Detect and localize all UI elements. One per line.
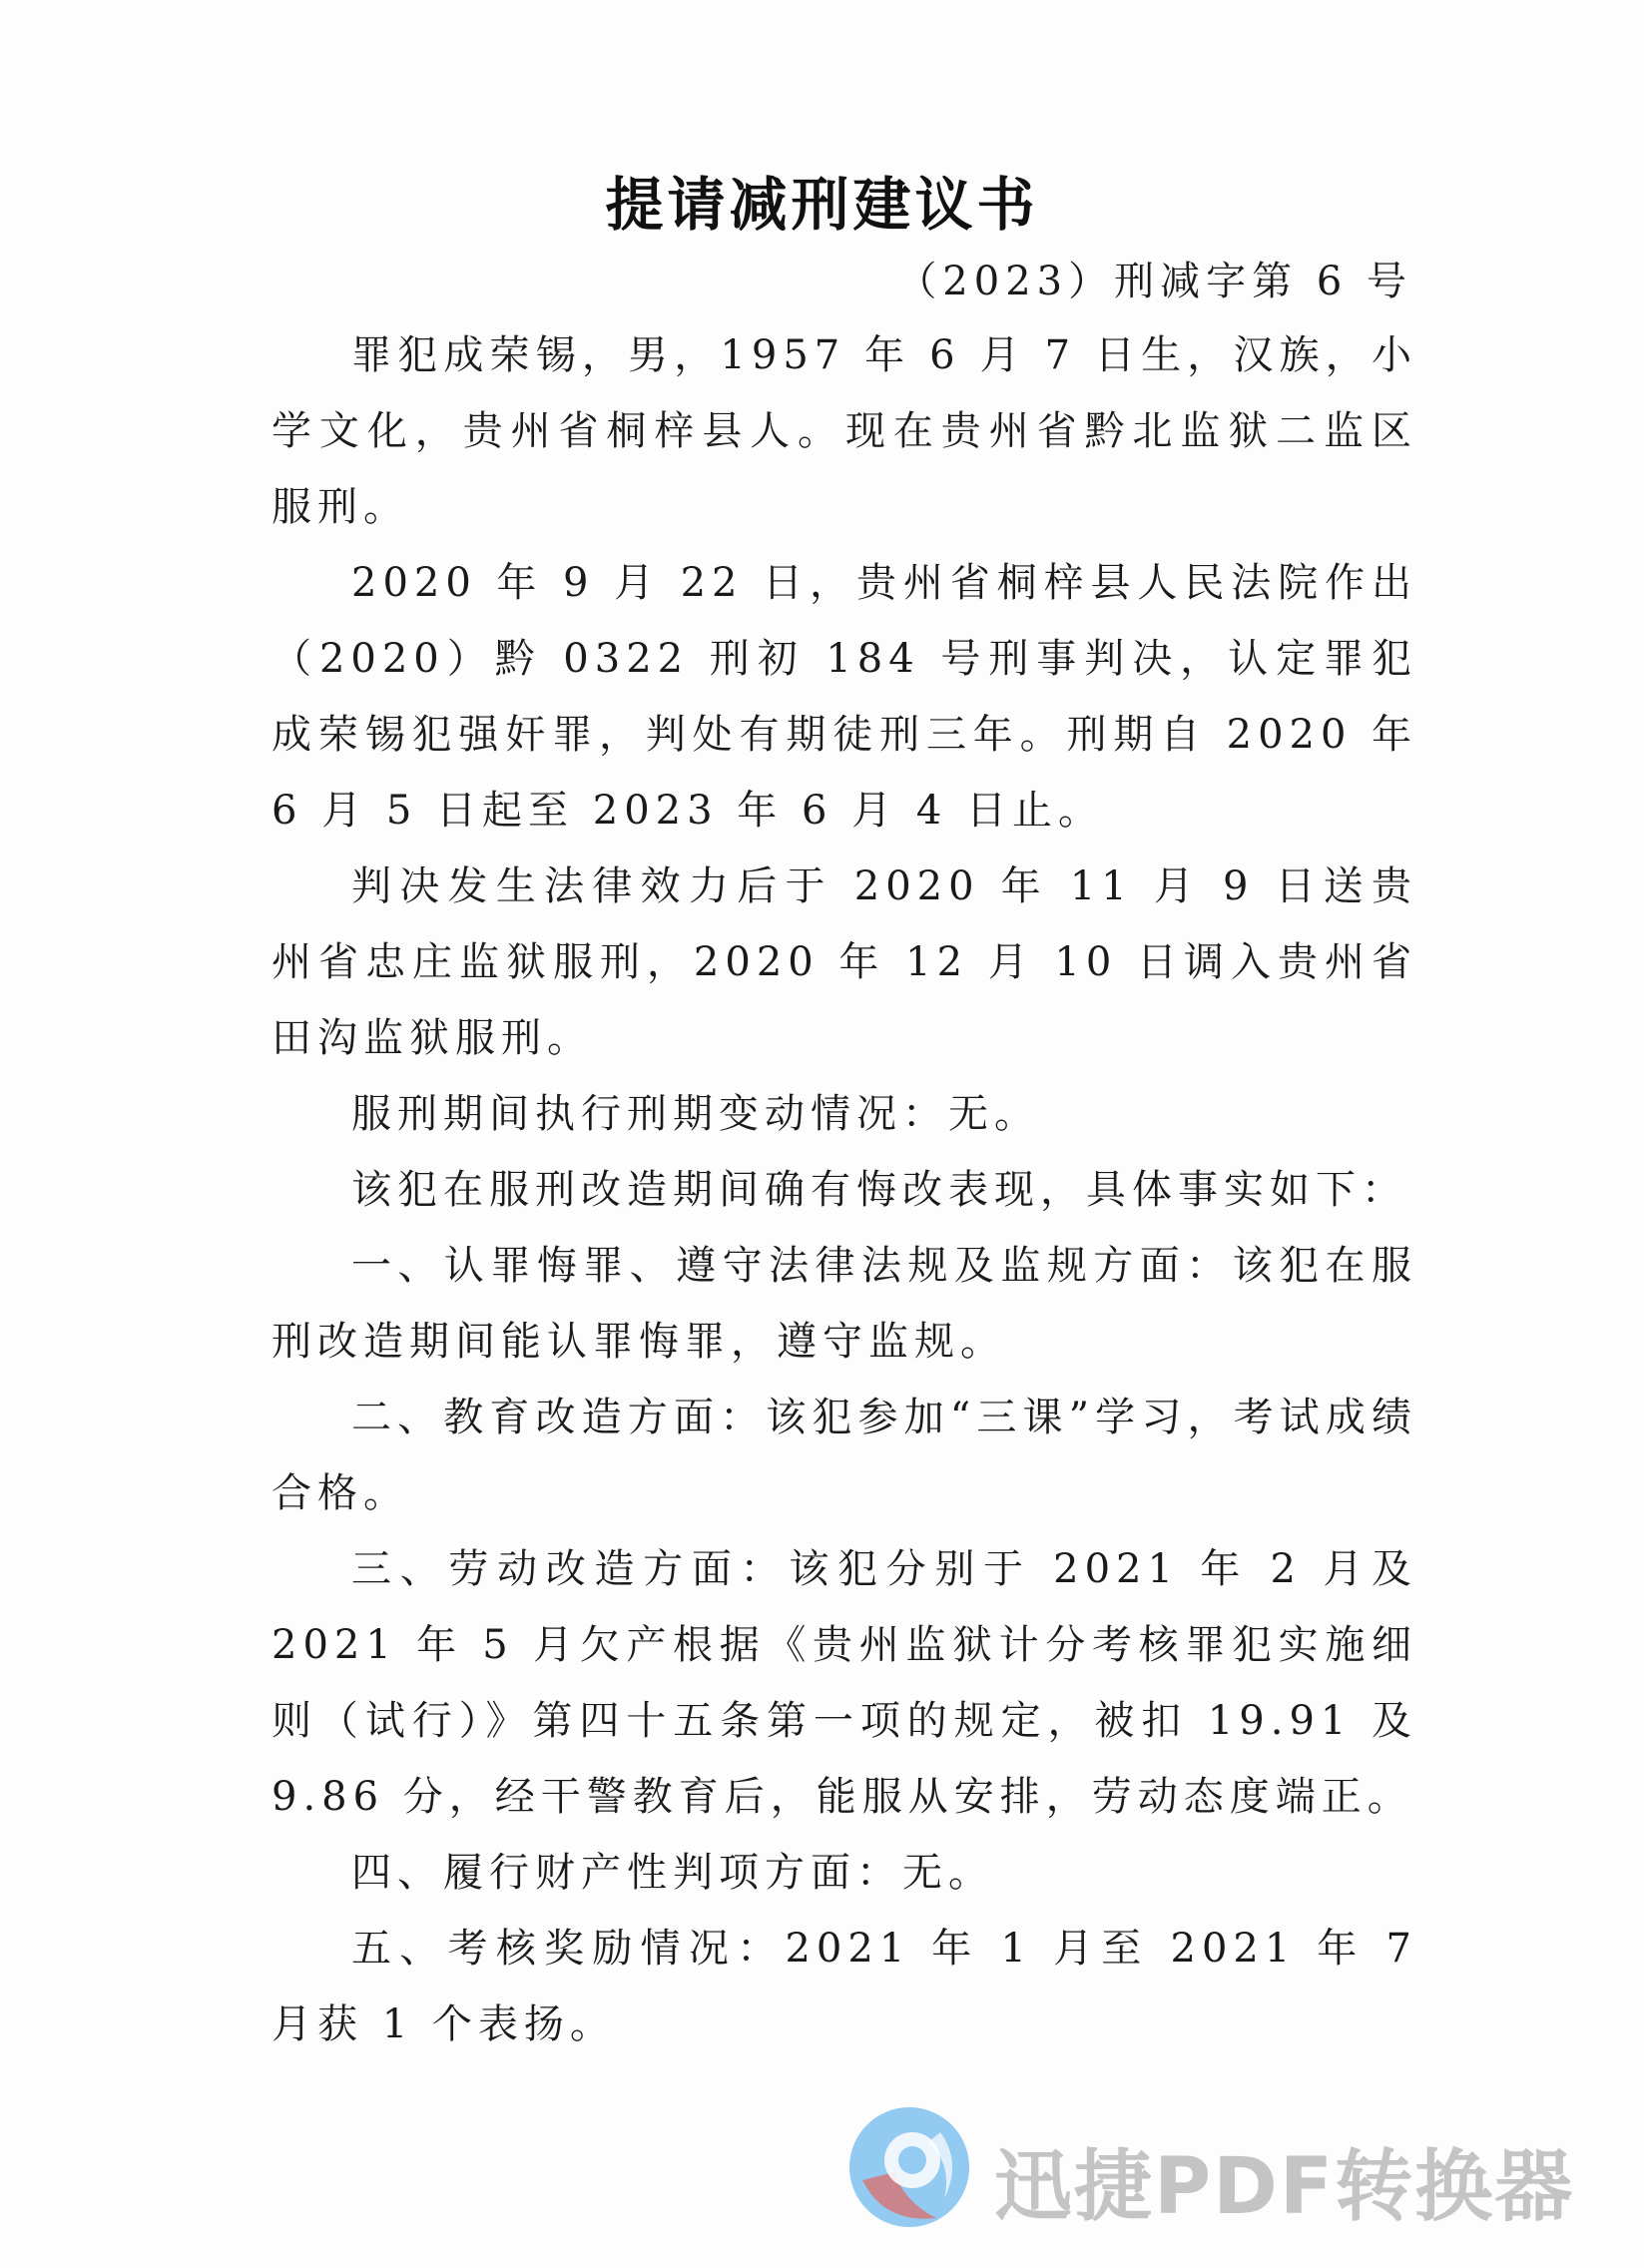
xunjie-pdf-logo-icon: [844, 2102, 974, 2232]
paragraph-transfer: 判决发生法律效力后于 2020 年 11 月 9 日送贵州省忠庄监狱服刑，2020 年 12 月 10 日调入贵州省田沟监狱服刑。: [272, 863, 1417, 1061]
paragraph-item-five: 五、考核奖励情况：2021 年 1 月至 2021 年 7 月获 1 个表扬。: [272, 1926, 1417, 2047]
paragraph-item-one: 一、认罪悔罪、遵守法律法规及监规方面：该犯在服刑改造期间能认罪悔罪，遵守监规。: [272, 1243, 1417, 1365]
paragraph-repentance-intro: 该犯在服刑改造期间确有悔改表现，具体事实如下：: [351, 1167, 1407, 1213]
paragraph-item-four: 四、履行财产性判项方面：无。: [351, 1850, 994, 1896]
document-title: 提请减刑建议书: [605, 171, 1039, 239]
paragraph-criminal-info: 罪犯成荣锡，男，1957 年 6 月 7 日生，汉族，小学文化，贵州省桐梓县人。现在贵州省黔北监狱二监区服刑。: [272, 332, 1417, 530]
watermark-text: 迅捷PDF转换器: [994, 2142, 1575, 2232]
paragraph-judgment: 2020 年 9 月 22 日，贵州省桐梓县人民法院作出（2020）黔 0322 刑初 184 号刑事判决，认定罪犯成荣锡犯强奸罪，判处有期徒刑三年。刑期自 2020 年 6 月 5 日起至 2023 年 6 月 4 日止。: [272, 560, 1417, 834]
document-number: （2023）刑减字第 6 号: [896, 259, 1412, 304]
paragraph-item-three: 三、劳动改造方面：该犯分别于 2021 年 2 月及 2021 年 5 月欠产根据《贵州监狱计分考核罪犯实施细则（试行）》第四十五条第一项的规定，被扣 19.91 及 9.86 分，经干警教育后，能服从安排，劳动态度端正。: [272, 1546, 1417, 1820]
watermark: [844, 2102, 1603, 2232]
paragraph-item-two: 二、教育改造方面：该犯参加“三课”学习，考试成绩合格。: [272, 1395, 1417, 1516]
paragraph-sentence-change: 服刑期间执行刑期变动情况：无。: [351, 1091, 1040, 1137]
document-body: [272, 317, 1417, 2062]
